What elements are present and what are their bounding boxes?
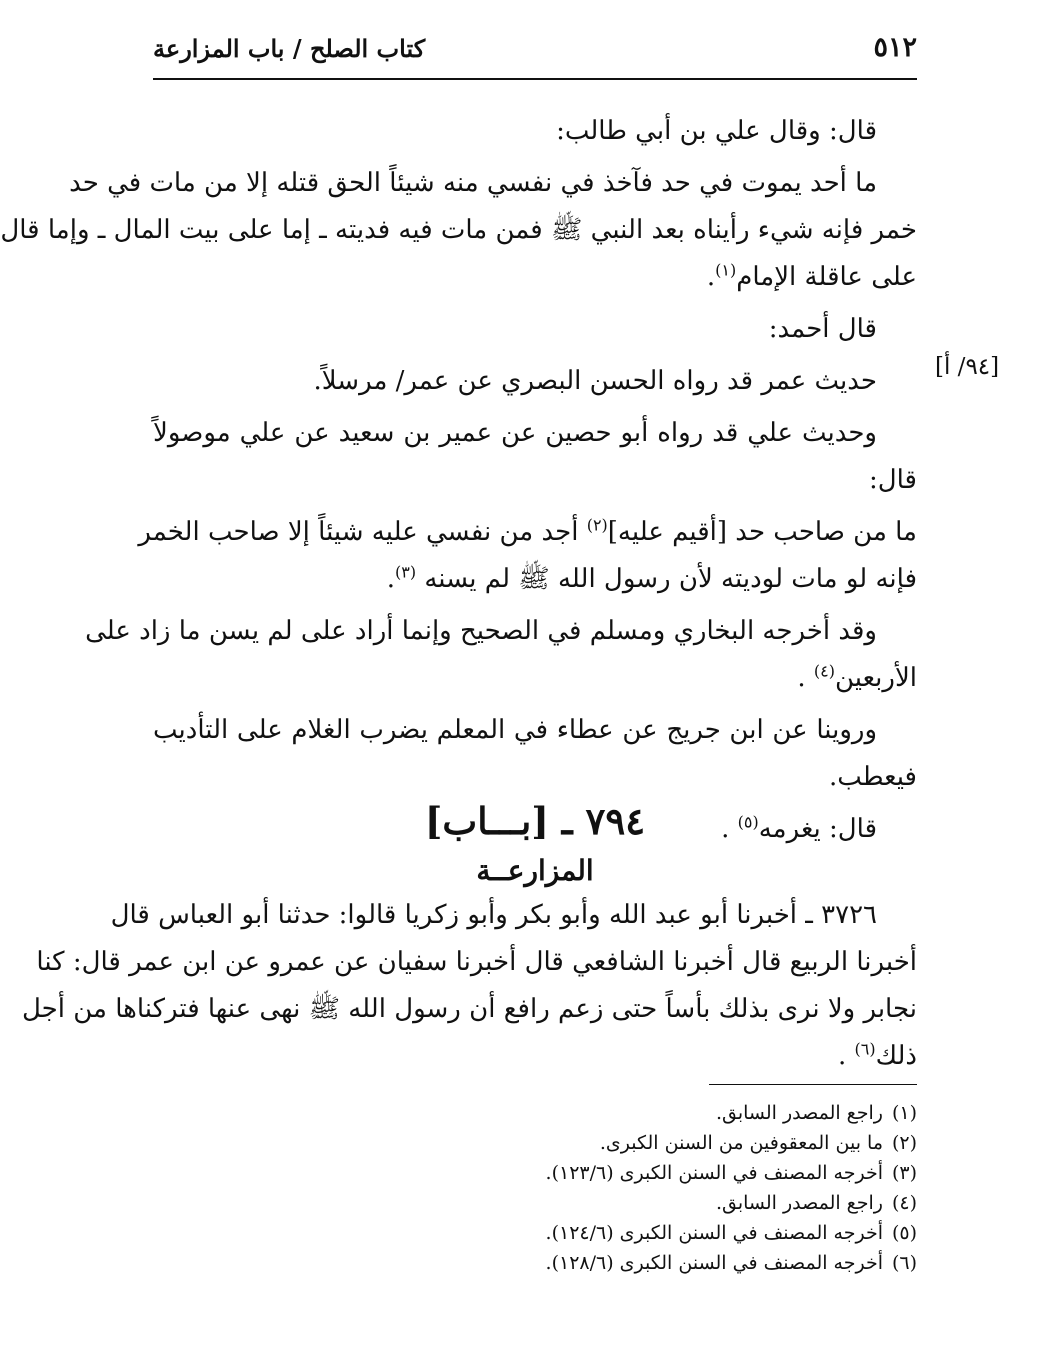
paragraph-umar-hadith: حديث عمر قد رواه الحسن البصري عن عمر/ مرسلاً. xyxy=(313,366,877,396)
footnote-separator xyxy=(709,1084,917,1085)
header-rule xyxy=(153,78,917,80)
footnote-ref: (٤) xyxy=(813,661,835,681)
paragraph-ibn-jurayj xyxy=(153,707,917,801)
hadith-3726 xyxy=(21,892,917,1080)
text-line: فيعطب. xyxy=(829,762,917,792)
text-line: ذلك$^{(٦)}$ . xyxy=(837,1039,917,1071)
text-line: أخبرنا الربيع قال أخبرنا الشافعي قال أخبرنا سفيان عن عمرو عن ابن عمر قال: كنا xyxy=(36,947,917,977)
paragraph-ali-quote xyxy=(0,160,917,301)
text-line: ما من صاحب حد [أقيم عليه]$^{(٢)}$ أجد من نفسي عليه شيئاً إلا صاحب الخمر xyxy=(138,515,917,547)
paragraph-ali-hadith: وحديث علي قد رواه أبو حصين عن عمير بن سعيد عن علي موصولاً قال: xyxy=(153,418,917,495)
footnote-number: (٦) xyxy=(891,1252,917,1274)
main-text xyxy=(0,108,917,858)
footnote-number: (٢) xyxy=(891,1132,917,1154)
footnote-item xyxy=(153,1158,917,1188)
footnote-item xyxy=(153,1218,917,1248)
paragraph-ali-quote-intro: قال: وقال علي بن أبي طالب: xyxy=(556,116,877,146)
paragraph-hadd-quote xyxy=(138,509,917,603)
running-title: كتاب الصلح / باب المزارعة xyxy=(153,34,426,63)
footnote-item xyxy=(153,1128,917,1158)
footnotes xyxy=(153,1098,917,1278)
page-number: ٥١٢ xyxy=(873,32,917,63)
footnote-text: راجع المصدر السابق. xyxy=(715,1192,883,1214)
footnote-number: (١) xyxy=(891,1102,917,1124)
footnote-text: أخرجه المصنف في السنن الكبرى (١٢٣/٦). xyxy=(545,1162,883,1184)
text-line: فإنه لو مات لوديته لأن رسول الله ﷺ لم يسنه $^{(٣)}$. xyxy=(386,562,917,594)
paragraph-ahmad-said: قال أحمد: xyxy=(768,314,877,344)
footnote-number: (٥) xyxy=(891,1222,917,1244)
footnote-ref: (١) xyxy=(715,260,737,280)
footnote-ref: (٥) xyxy=(737,812,759,832)
text-line: خمر فإنه شيء رأيناه بعد النبي ﷺ فمن مات فيه فديته ـ إما على بيت المال ـ وإما قال xyxy=(0,215,917,245)
chapter-heading xyxy=(153,796,917,894)
page-header xyxy=(153,28,917,80)
paragraph-bukhari xyxy=(85,608,917,702)
text-line: وروينا عن ابن جريج عن عطاء في المعلم يضرب الغلام على التأديب xyxy=(153,715,877,745)
text-line: ٣٧٢٦ ـ أخبرنا أبو عبد الله وأبو بكر وأبو زكريا قالوا: حدثنا أبو العباس قال xyxy=(110,900,877,930)
text-line: نجابر ولا نرى بذلك بأساً حتى زعم رافع أن رسول الله ﷺ نهى عنها فتركناها من أجل xyxy=(21,994,917,1024)
text-line: الأربعين$^{(٤)}$ . xyxy=(797,661,917,693)
footnote-item xyxy=(153,1098,917,1128)
footnote-ref: (٣) xyxy=(394,562,417,582)
footnote-item xyxy=(153,1188,917,1218)
footnote-number: (٤) xyxy=(891,1192,917,1214)
footnote-ref: (٢) xyxy=(586,515,608,535)
text-line: ما أحد يموت في حد فآخذ في نفسي منه شيئاً الحق قتله إلا من مات في حد xyxy=(69,168,877,198)
chapter-title: المزارعــة xyxy=(476,854,594,887)
footnote-text: ما بين المعقوفين من السنن الكبرى. xyxy=(599,1132,883,1154)
footnote-ref: (٦) xyxy=(854,1039,876,1059)
footnote-text: راجع المصدر السابق. xyxy=(715,1102,883,1124)
paragraph-yughrimuh: قال: يغرمه$^{(٥)}$ . xyxy=(721,812,877,844)
text-line: وقد أخرجه البخاري ومسلم في الصحيح وإنما أراد على لم يسن ما زاد على xyxy=(85,616,877,646)
chapter-number: ٧٩٤ ـ [بـــاب] xyxy=(424,799,646,843)
footnote-number: (٣) xyxy=(891,1162,917,1184)
text-line: على عاقلة الإمام$^{(١)}$. xyxy=(706,260,917,292)
footnote-item xyxy=(153,1248,917,1278)
footnote-text: أخرجه المصنف في السنن الكبرى (١٢٨/٦). xyxy=(545,1252,883,1274)
footnote-text: أخرجه المصنف في السنن الكبرى (١٢٤/٦). xyxy=(545,1222,883,1244)
margin-manuscript-note: [٩٤/ أ] xyxy=(935,354,1000,380)
